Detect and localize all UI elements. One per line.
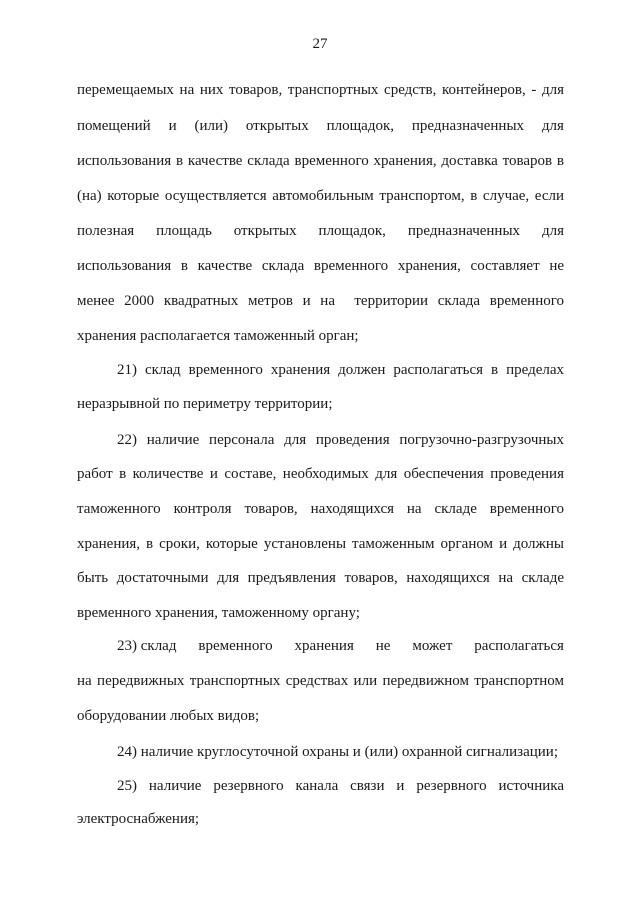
page-number: 27 xyxy=(312,36,328,52)
text-line: 22) наличие персонала для проведения погрузочно-разгрузочных xyxy=(117,432,564,448)
word: открытых xyxy=(245,118,309,134)
word: предназначенных xyxy=(411,118,525,134)
text-line: 24) наличие круглосуточной охраны и (или) охранной сигнализации; xyxy=(117,744,558,760)
text-line xyxy=(77,116,564,136)
text-line: 25) наличие резервного канала связи и резервного источника xyxy=(117,778,564,794)
word: открытых xyxy=(233,223,297,239)
word: не xyxy=(375,638,391,654)
text-line: электроснабжения; xyxy=(77,811,200,827)
word: (или) xyxy=(194,118,228,134)
word: площадь xyxy=(156,223,212,239)
word: для xyxy=(541,118,564,134)
word: хранения xyxy=(294,638,354,654)
text-line: быть достаточными для предъявления товаров, находящихся на складе xyxy=(77,570,564,586)
word: предназначенных xyxy=(407,223,521,239)
text-line: (на) которые осуществляется автомобильным транспортом, в случае, если xyxy=(77,188,564,204)
word: помещений xyxy=(77,118,151,134)
text-line: на передвижных транспортных средствах или передвижном транспортном xyxy=(77,673,564,689)
text-line: работ в количестве и составе, необходимых для обеспечения проведения xyxy=(77,466,564,482)
word: полезная xyxy=(77,223,135,239)
word: площадок, xyxy=(326,118,394,134)
word: располагаться xyxy=(474,638,564,654)
word: может xyxy=(412,638,453,654)
word: для xyxy=(541,223,564,239)
text-line xyxy=(77,221,564,241)
text-line: таможенного контроля товаров, находящихся на складе временного xyxy=(77,501,564,517)
text-line: использования в качестве склада временного хранения, составляет не xyxy=(77,258,564,274)
text-line: временного хранения, таможенному органу; xyxy=(77,605,360,621)
text-line: хранения располагается таможенный орган; xyxy=(77,328,359,344)
text-line: хранения, в сроки, которые установлены таможенным органом и должны xyxy=(77,536,564,552)
text-line: оборудовании любых видов; xyxy=(77,708,260,724)
text-line xyxy=(117,636,564,656)
text-line: перемещаемых на них товаров, транспортных средств, контейнеров, - для xyxy=(77,82,564,98)
word: и xyxy=(168,118,177,134)
text-line: неразрывной по периметру территории; xyxy=(77,396,333,412)
text-line: использования в качестве склада временного хранения, доставка товаров в xyxy=(77,153,564,169)
text-line: 21) склад временного хранения должен располагаться в пределах xyxy=(117,362,564,378)
word: 23) склад xyxy=(117,638,177,654)
word: временного xyxy=(198,638,273,654)
text-line: менее 2000 квадратных метров и на территории склада временного xyxy=(77,293,564,309)
word: площадок, xyxy=(318,223,386,239)
